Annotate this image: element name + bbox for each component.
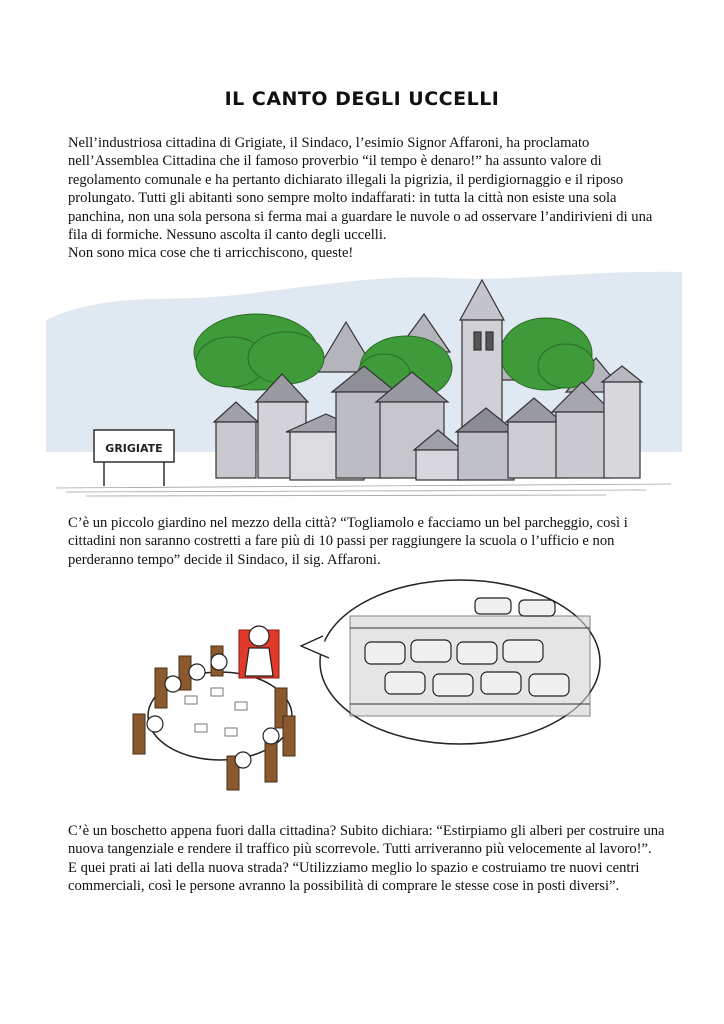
woods-paragraph — [68, 822, 668, 896]
intro-text: Nell’industriosa cittadina di Grigiate, il Sindaco, l’esimio Signor Affaroni, ha proclamato nell’Assemblea Cittadina che il famoso proverbio “il tempo è denaro!” ha assunto valore di regolamento comunale e ha pertanto dichiarato illegali la pigrizia, il perdigiornaggio e il riposo prolungato. Tutti gli abitanti sono sempre molto indaffarati: in tutta la città non esiste una sola panchina, non una sola persona si ferma mai a guardare le nuvole o ad osservare l’andirivieni di una fila di formiche. Nessuno ascolta il canto degli uccelli. — [68, 135, 653, 244]
intro-closing-line: Non sono mica cose che ti arricchiscono, queste! — [68, 245, 354, 262]
woods-text: C’è un boschetto appena fuori dalla cittadina? Subito dichiara: “Estirpiamo gli alberi per costruire una nuova tangenziale e rendere il traffico più scorrevole. Tutti arriveranno più velocemente al lavoro!”. — [68, 823, 665, 858]
meadows-text: E quei prati ai lati della nuova strada? “Utilizziamo meglio lo spazio e costruiamo tre nuovi centri commerciali, così le persone avranno la possibilità di comprare le stesse cose in posti diversi”. — [68, 859, 640, 895]
mayor-figure — [239, 626, 279, 678]
garden-paragraph — [68, 514, 668, 569]
parking-lot — [350, 616, 590, 716]
town-sign-label: GRIGIATE — [105, 442, 163, 455]
garden-text: C’è un piccolo giardino nel mezzo della città? “Togliamolo e facciamo un bel parcheggio, così i cittadini non saranno costretti a fare più di 10 passi per raggiungere la scuola o l’ufficio e non perderanno tempo” decide il Sindaco, il sig. Affaroni. — [68, 515, 628, 568]
meeting-illustration — [115, 576, 615, 806]
intro-paragraph — [68, 134, 668, 263]
town-illustration — [46, 262, 682, 502]
town-sign — [94, 430, 174, 486]
page-title: IL CANTO DEGLI UCCELLI — [224, 88, 500, 110]
